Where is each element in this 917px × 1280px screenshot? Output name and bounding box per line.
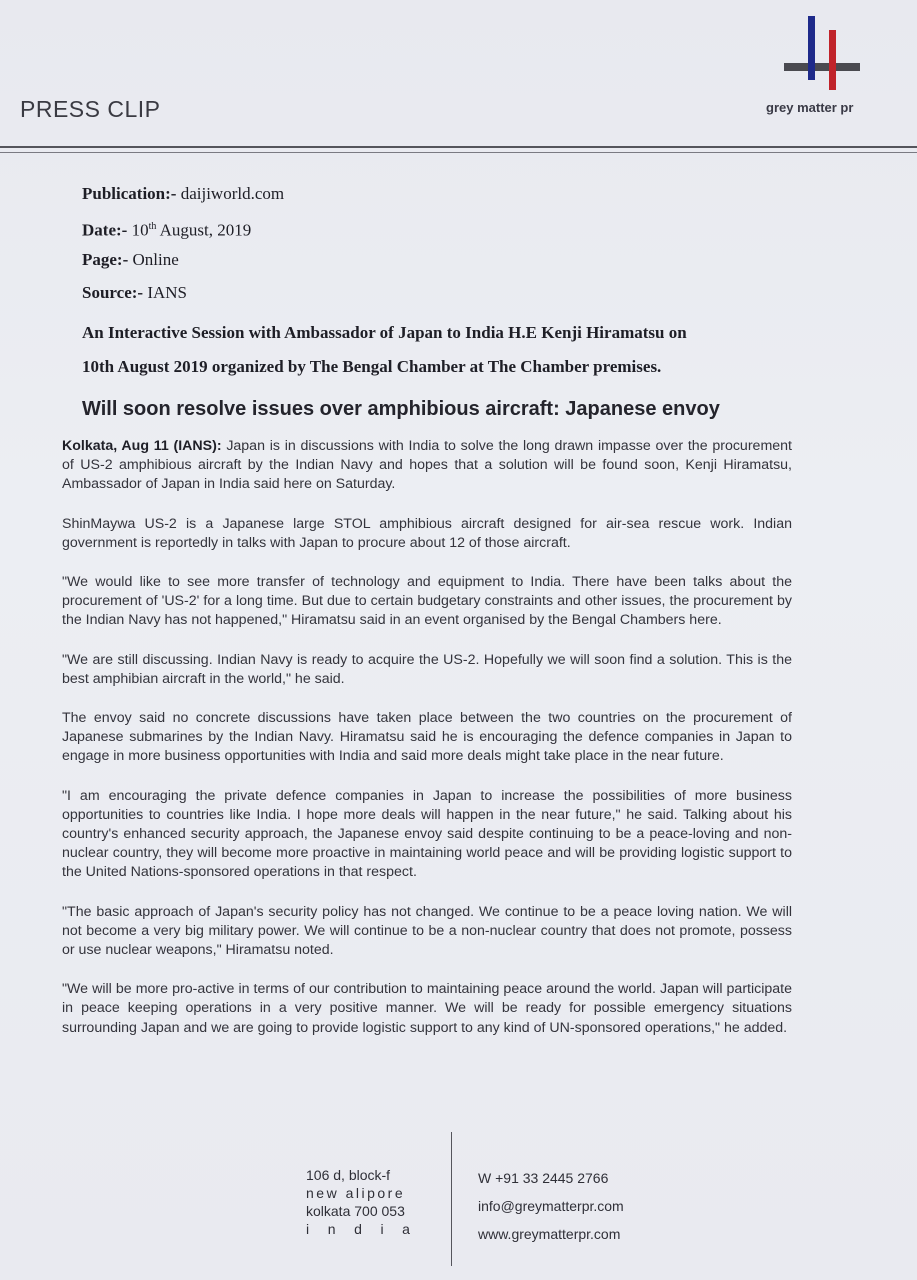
article-paragraph: "I am encouraging the private defence companies in Japan to increase the possibilities of more business opportunities to countries like India. I hope more deals will happen in the near future," he said. Talking about his country's enhanced security approach, the Japanese envoy said despite continuing to be a peace-loving and non-nuclear country, they will become more proactive in maintaining world peace and will be providing logistic support to the United Nations-sponsored operations in that respect.: [62, 787, 792, 881]
source-value: IANS: [147, 283, 187, 302]
event-description: [82, 316, 802, 384]
page-value: Online: [132, 250, 179, 269]
address-line: new alipore: [306, 1185, 406, 1201]
footer-divider: [451, 1132, 452, 1266]
article-body: [62, 437, 792, 1058]
publication-row: [82, 182, 802, 215]
article-paragraph: The envoy said no concrete discussions have taken place between the two countries on the procurement of Japanese submarines by the Indian Navy. Hiramatsu said he is encouraging the defence companies in Japan to engage in more business opportunities with India and said more deals might take place in the near future.: [62, 710, 792, 765]
article-paragraph: "We are still discussing. Indian Navy is ready to acquire the US-2. Hopefully we will soon find a solution. This is the best amphibian aircraft in the world," he said.: [62, 651, 792, 687]
address-line: 106 d, block-f: [306, 1167, 391, 1183]
article-paragraph: "The basic approach of Japan's security policy has not changed. We continue to be a peace loving nation. We will not become a very big military power. We will continue to be a non-nuclear country that does not promote, possess or use nuclear weapons," Hiramatsu noted.: [62, 903, 792, 959]
event-line-1: An Interactive Session with Ambassador of Japan to India H.E Kenji Hiramatsu on: [82, 323, 687, 342]
phone-number: W +91 33 2445 2766: [478, 1170, 609, 1186]
footer-address: [306, 1166, 416, 1238]
source-label: Source:-: [82, 283, 144, 302]
country-letter: d: [354, 1221, 362, 1237]
country-letter: i: [306, 1221, 310, 1237]
article-paragraph: "We will be more pro-active in terms of our contribution to maintaining peace around the world. Japan will participate in peace keeping operations in a very positive manner. We will be ready for possible emergency situations surrounding Japan and we are going to provide logistic support to any kind of UN-sponsored operations," he added.: [62, 981, 792, 1036]
press-clip-label: PRESS CLIP: [20, 96, 161, 122]
page-label: Page:-: [82, 250, 129, 269]
address-line: kolkata 700 053: [306, 1203, 405, 1219]
event-line-2: 10th August 2019 organized by The Bengal Chamber at The Chamber premises.: [82, 357, 662, 376]
date-day: 10: [131, 220, 149, 240]
country-letter: n: [327, 1221, 336, 1237]
grey-matter-logo: [784, 14, 860, 90]
brand-name: grey matter pr: [766, 100, 854, 115]
article-headline: Will soon resolve issues over amphibious aircraft: Japanese envoy: [82, 398, 720, 420]
publication-value: daijiworld.com: [180, 184, 285, 203]
publication-label: Publication:-: [82, 184, 177, 203]
footer-contact: [478, 1164, 624, 1248]
page-row: [82, 248, 802, 281]
date-rest: August, 2019: [159, 220, 252, 240]
clip-metadata: [82, 182, 802, 384]
paragraph-text: Japan is in discussions with India to solve the long drawn impasse over the procurement of US-2 amphibious aircraft by the Indian Navy and hopes that a solution will be found soon, Kenji Hiramatsu, Ambassador of Japan in India said here on Saturday.: [62, 438, 792, 493]
header-rule: [0, 146, 917, 148]
header-rule-thin: [0, 152, 917, 153]
country-letter: i: [380, 1221, 384, 1237]
dateline: Kolkata, Aug 11 (IANS):: [62, 438, 222, 454]
date-suffix: th: [148, 221, 157, 232]
date-label: Date:-: [82, 220, 128, 240]
date-row: [82, 215, 802, 248]
website-link[interactable]: www.greymatterpr.com: [478, 1226, 621, 1242]
address-country: [306, 1220, 410, 1238]
article-paragraph: "We would like to see more transfer of technology and equipment to India. There have been talks about the procurement of 'US-2' for a long time. But due to certain budgetary constraints and other issues, the procurement by the Indian Navy has not happened," Hiramatsu said in an event organised by the Bengal Chambers here.: [62, 574, 792, 629]
article-paragraph: ShinMaywa US-2 is a Japanese large STOL amphibious aircraft designed for air-sea rescue work. Indian government is reportedly in talks with Japan to procure about 12 of those aircraft.: [62, 515, 792, 551]
source-row: [82, 281, 802, 314]
country-letter: a: [402, 1221, 410, 1237]
article-paragraph: [62, 437, 792, 495]
email-address[interactable]: info@greymatterpr.com: [478, 1198, 624, 1214]
